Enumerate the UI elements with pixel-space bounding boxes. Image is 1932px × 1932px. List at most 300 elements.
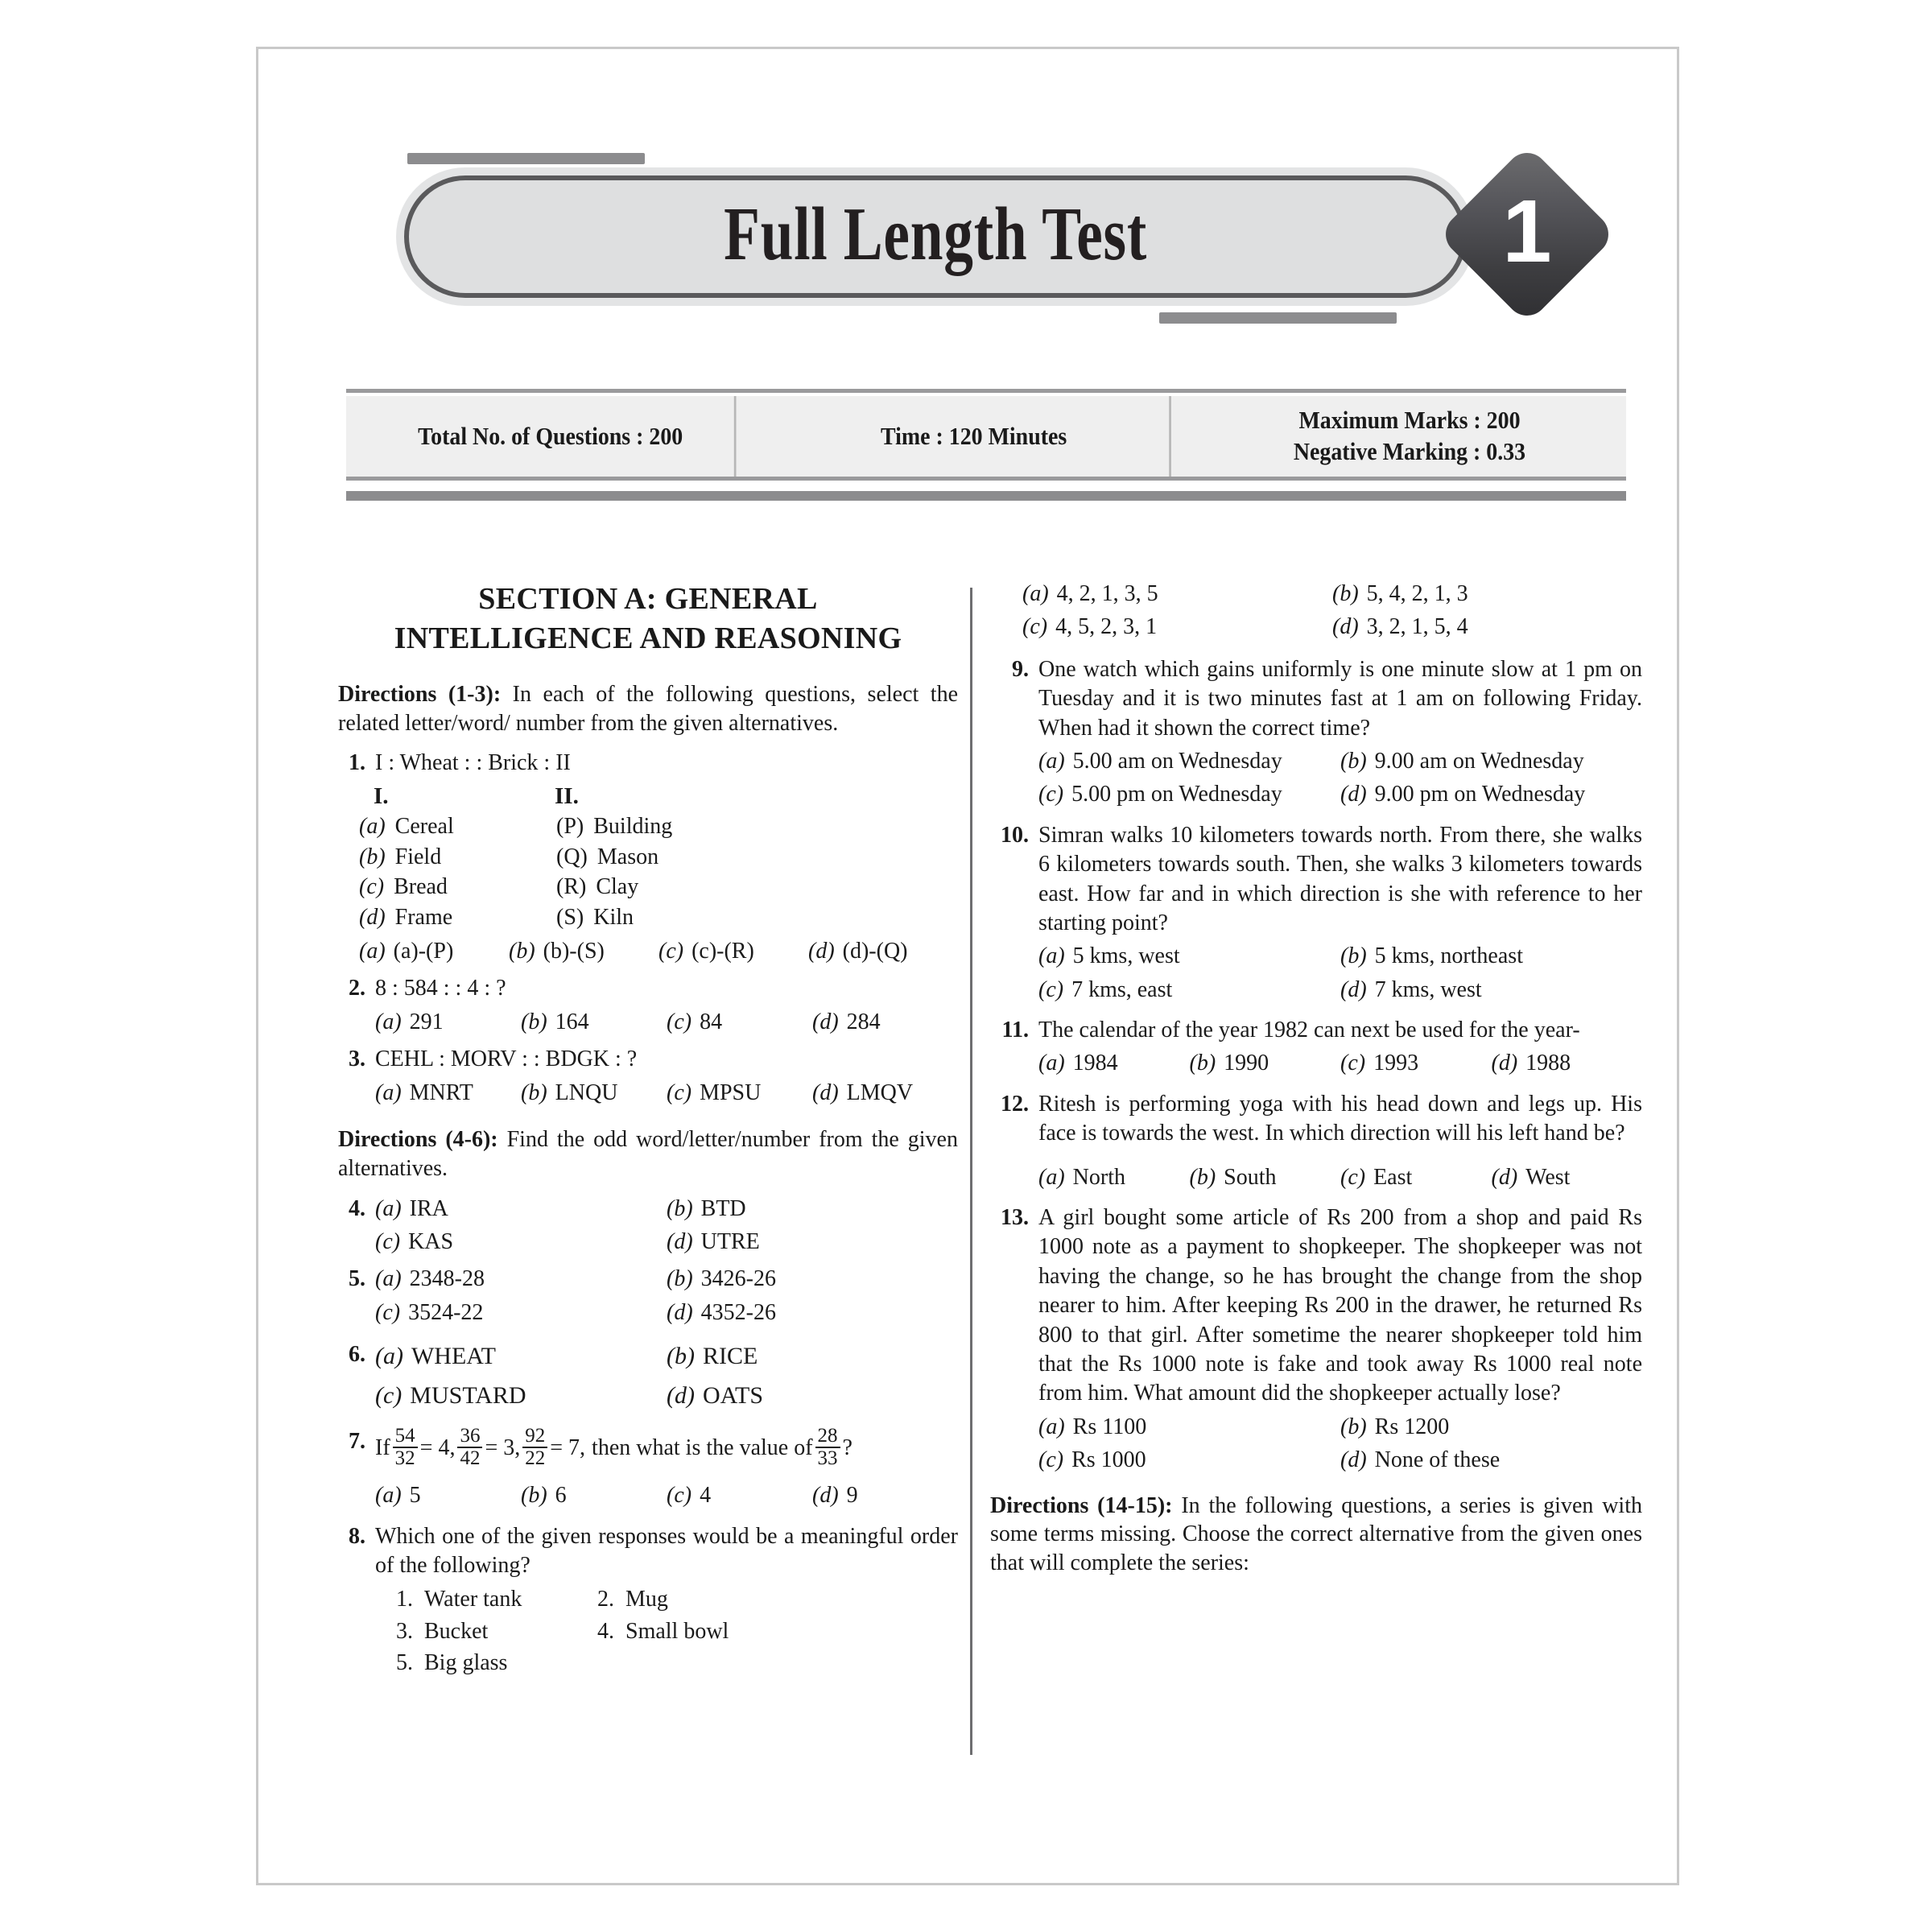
question-7-expression <box>375 1427 958 1470</box>
question-7-eq2: = 3, <box>485 1435 521 1461</box>
option-label: (c) <box>1022 614 1048 640</box>
question-10-options-row2 <box>1038 976 1642 1005</box>
option-d[interactable] <box>812 1481 958 1510</box>
option-value: Rs 1100 <box>1072 1414 1147 1439</box>
directions-4-6-text: Find the odd word/letter/number from the given alternatives. <box>338 1126 958 1181</box>
option-label: (d) <box>812 1009 839 1034</box>
question-9-number: 9. <box>1012 656 1029 682</box>
question-9-text: One watch which gains uniformly is one minute slow at 1 pm on Tuesday and it is two minutes fast at 1 am on following Friday. When had it shown the correct time? <box>1038 656 1642 741</box>
option-b[interactable] <box>667 1195 958 1224</box>
option-label: (b) <box>667 1343 695 1370</box>
option-c[interactable] <box>667 1008 812 1037</box>
pair-value-left: Frame <box>394 905 453 931</box>
fraction-denominator: 32 <box>393 1447 418 1469</box>
option-value: 5 kms, west <box>1072 943 1180 969</box>
option-value: 164 <box>555 1009 589 1034</box>
option-c[interactable] <box>1340 1049 1492 1078</box>
pair-label-right: (R) <box>556 874 587 900</box>
option-label: (b) <box>509 939 535 964</box>
question-13-options-row1 <box>1038 1413 1642 1442</box>
fraction-numerator: 54 <box>394 1425 415 1447</box>
option-d[interactable] <box>812 1008 958 1037</box>
directions-4-6 <box>338 1125 958 1183</box>
pair-value-left: Cereal <box>394 813 454 839</box>
info-bar-rule-thick <box>346 491 1626 501</box>
option-label: (c) <box>1038 976 1064 1002</box>
pair-value-left: Bread <box>394 874 448 900</box>
right-column <box>990 580 1642 1589</box>
question-1-number: 1. <box>349 750 365 776</box>
item-label: 1. <box>396 1587 413 1612</box>
directions-14-15-label: Directions (14-15): <box>990 1492 1173 1518</box>
question-7-if: If <box>375 1435 390 1461</box>
question-9 <box>990 655 1642 810</box>
option-value: MUSTARD <box>410 1382 526 1410</box>
option-label: (a) <box>1038 748 1065 774</box>
option-b[interactable] <box>1340 747 1642 776</box>
option-label: (d) <box>1491 1051 1518 1076</box>
info-negative-marking: Negative Marking : 0.33 <box>1293 437 1526 465</box>
option-label: (c) <box>1340 1051 1366 1076</box>
option-label: (a) <box>1022 581 1049 606</box>
option-c[interactable] <box>667 1481 812 1510</box>
option-d[interactable] <box>812 1079 958 1108</box>
option-b[interactable] <box>1340 942 1642 971</box>
option-value: KAS <box>408 1229 454 1255</box>
question-1-pair-row <box>359 872 958 902</box>
item-label: 5. <box>396 1649 413 1675</box>
section-heading-line2: INTELLIGENCE AND REASONING <box>394 621 902 656</box>
question-7-eq1: = 4, <box>419 1435 456 1461</box>
option-label: (c) <box>667 1009 692 1034</box>
option-label: (a) <box>375 1266 402 1292</box>
question-5-number: 5. <box>349 1266 365 1292</box>
question-7-tail: ? <box>842 1435 852 1461</box>
question-5-options-row2 <box>375 1298 958 1327</box>
option-c[interactable] <box>1038 1446 1340 1475</box>
option-label: (b) <box>521 1080 547 1105</box>
info-bar-rule-top <box>346 389 1626 393</box>
pair-label-right: (Q) <box>556 844 588 869</box>
item-value: Big glass <box>424 1649 508 1675</box>
question-1-options <box>338 937 958 966</box>
question-13-text: A girl bought some article of Rs 200 from a shop and paid Rs 1000 note as a payment to shopkeeper. The shopkeeper was not having the change, so he has brought the change from the shop nearer to him. After keeping Rs 200 in the drawer, he returned Rs 800 to that girl. After sometime the nearer shopkeeper told him that the Rs 1000 note is fake and took away Rs 1000 real note from him. What amount did the shopkeeper actually lose? <box>1038 1205 1642 1406</box>
option-value: Rs 1000 <box>1071 1447 1146 1473</box>
option-label: (b) <box>1340 943 1367 969</box>
question-11-text: The calendar of the year 1982 can next be used for the year- <box>1038 1018 1580 1043</box>
question-10-number: 10. <box>1001 822 1029 848</box>
option-value: (a)-(P) <box>393 939 454 964</box>
pair-label-left: (d) <box>359 905 386 931</box>
question-6 <box>338 1340 958 1411</box>
option-label: (a) <box>1038 1414 1065 1439</box>
option-b[interactable] <box>521 1008 667 1037</box>
option-value: RICE <box>702 1343 758 1370</box>
question-11-options <box>1038 1049 1642 1078</box>
fraction-4 <box>815 1426 840 1468</box>
fraction-denominator: 42 <box>457 1447 482 1469</box>
item-value: Bucket <box>424 1618 489 1644</box>
pair-label-left: (a) <box>359 813 386 839</box>
option-label: (d) <box>1340 976 1367 1002</box>
question-12-number: 12. <box>1001 1091 1029 1117</box>
option-c[interactable] <box>1038 976 1340 1005</box>
test-number-badge <box>1443 150 1612 319</box>
option-value: 9 <box>846 1483 858 1509</box>
option-label: (b) <box>1332 581 1359 606</box>
question-8-number: 8. <box>349 1523 365 1549</box>
section-heading-line1: SECTION A: GENERAL <box>478 582 818 616</box>
pair-label-left: (b) <box>359 844 386 869</box>
option-c[interactable] <box>375 1380 667 1411</box>
option-c[interactable] <box>375 1228 667 1257</box>
option-b[interactable] <box>521 1481 667 1510</box>
question-12 <box>990 1090 1642 1192</box>
option-label: (c) <box>375 1299 401 1325</box>
option-value: 5.00 pm on Wednesday <box>1071 782 1282 807</box>
option-value: BTD <box>700 1195 746 1221</box>
option-value: (b)-(S) <box>543 939 605 964</box>
option-value: 1990 <box>1224 1051 1269 1076</box>
option-value: MNRT <box>409 1080 473 1105</box>
item-label: 4. <box>597 1618 614 1644</box>
question-2 <box>338 974 958 1037</box>
title-pill <box>404 175 1467 298</box>
option-label: (b) <box>1340 748 1367 774</box>
question-10 <box>990 821 1642 1005</box>
directions-1-3-label: Directions (1-3): <box>338 681 502 707</box>
option-value: 284 <box>846 1009 881 1034</box>
question-1-pair-row <box>359 842 958 873</box>
option-label: (b) <box>1340 1414 1367 1439</box>
question-3-text: CEHL : MORV : : BDGK : ? <box>375 1046 638 1072</box>
badge-number-label: 1 <box>1502 182 1552 281</box>
option-value: 2348-28 <box>409 1266 485 1292</box>
option-label: (a) <box>375 1009 402 1034</box>
option-value: West <box>1525 1164 1571 1190</box>
option-a[interactable] <box>1038 1163 1190 1192</box>
option-value: 5, 4, 2, 1, 3 <box>1366 581 1468 606</box>
question-5 <box>338 1265 958 1327</box>
option-label: (b) <box>521 1009 547 1034</box>
directions-1-3 <box>338 680 958 738</box>
option-d[interactable] <box>667 1298 958 1327</box>
option-c[interactable] <box>1038 780 1340 809</box>
option-value: 9.00 am on Wednesday <box>1374 748 1584 774</box>
directions-4-6-label: Directions (4-6): <box>338 1126 498 1152</box>
fraction-1 <box>393 1426 418 1468</box>
directions-14-15 <box>990 1492 1642 1578</box>
question-13 <box>990 1203 1642 1476</box>
option-c[interactable] <box>375 1298 667 1327</box>
option-value: 84 <box>700 1009 723 1034</box>
option-a[interactable] <box>1038 942 1340 971</box>
column-divider <box>970 588 972 1755</box>
question-13-number: 13. <box>1001 1205 1029 1231</box>
question-9-options-row1 <box>1038 747 1642 776</box>
option-a[interactable] <box>375 1008 521 1037</box>
question-2-text: 8 : 584 : : 4 : ? <box>375 976 506 1001</box>
option-value: 7 kms, west <box>1374 976 1482 1002</box>
info-bar-rule-bottom <box>346 477 1626 481</box>
option-a[interactable] <box>375 1340 667 1372</box>
question-8-items <box>375 1583 958 1678</box>
item-value: Mug <box>625 1587 668 1612</box>
question-12-text: Ritesh is performing yoga with his head down and legs up. His face is towards the west. In which direction will his left hand be? <box>1038 1091 1642 1146</box>
fraction-numerator: 92 <box>525 1425 546 1447</box>
option-label: (a) <box>375 1483 402 1509</box>
question-1-pair-row <box>359 902 958 933</box>
question-9-options-row2 <box>1038 780 1642 809</box>
question-1-pairs <box>338 811 958 933</box>
option-a[interactable] <box>375 1195 667 1224</box>
option-value: 3524-22 <box>408 1299 484 1325</box>
info-maximum-marks: Maximum Marks : 200 <box>1298 406 1521 435</box>
option-d[interactable] <box>1340 780 1642 809</box>
option-b[interactable] <box>1332 580 1642 609</box>
question-2-number: 2. <box>349 976 365 1001</box>
option-c[interactable] <box>1022 613 1332 642</box>
option-d[interactable] <box>808 937 958 966</box>
header-accent-bar-top <box>407 153 645 164</box>
question-12-options <box>1038 1163 1642 1192</box>
option-value: 9.00 pm on Wednesday <box>1374 782 1586 807</box>
question-4-options-row2 <box>375 1228 958 1257</box>
option-label: (d) <box>1340 1447 1367 1473</box>
question-8-options-row2 <box>990 613 1642 642</box>
option-b[interactable] <box>667 1265 958 1294</box>
option-label: (c) <box>1340 1164 1366 1190</box>
option-d[interactable] <box>1332 613 1642 642</box>
option-d[interactable] <box>1492 1163 1643 1192</box>
pair-label-right: (S) <box>556 905 584 931</box>
option-label: (d) <box>812 1483 839 1509</box>
option-value: 5 <box>409 1483 421 1509</box>
option-a[interactable] <box>1038 1413 1340 1442</box>
option-value: 3, 2, 1, 5, 4 <box>1366 614 1468 640</box>
option-label: (b) <box>1189 1051 1216 1076</box>
directions-14-15-text: In the following questions, a series is given with some terms missing. Choose the correct alternative from the given ones that will complete the series: <box>990 1492 1642 1576</box>
option-value: IRA <box>409 1195 448 1221</box>
question-6-options-row2 <box>375 1380 958 1411</box>
option-c[interactable] <box>658 937 808 966</box>
option-label: (a) <box>1038 943 1065 969</box>
option-b[interactable] <box>509 937 658 966</box>
question-8-item-row <box>396 1583 958 1615</box>
option-a[interactable] <box>1038 1049 1190 1078</box>
option-a[interactable] <box>1038 747 1340 776</box>
option-label: (c) <box>667 1080 692 1105</box>
question-4-number: 4. <box>349 1195 365 1221</box>
option-label: (a) <box>375 1343 403 1370</box>
option-b[interactable] <box>521 1079 667 1108</box>
question-1-heading-I: I. <box>374 782 389 809</box>
option-value: 6 <box>555 1483 567 1509</box>
directions-1-3-text: In each of the following questions, select the related letter/word/ number from the given alternatives. <box>338 681 959 736</box>
option-c[interactable] <box>667 1079 812 1108</box>
question-11 <box>990 1016 1642 1079</box>
pair-label-right: (P) <box>556 813 584 839</box>
option-value: 3426-26 <box>700 1266 776 1292</box>
page-header <box>354 129 1610 338</box>
question-10-text: Simran walks 10 kilometers towards north. From there, she walks 6 kilometers towards south. Then, she walks 3 kilometers towards east. How far and in which direction is she with reference to her starting point? <box>1038 822 1642 935</box>
option-value: South <box>1224 1164 1277 1190</box>
option-value: East <box>1373 1164 1413 1190</box>
question-8-item-row <box>396 1616 958 1647</box>
option-value: Rs 1200 <box>1374 1414 1450 1439</box>
option-a[interactable] <box>375 1079 521 1108</box>
question-11-number: 11. <box>1001 1018 1029 1043</box>
option-d[interactable] <box>667 1228 958 1257</box>
option-value: 4, 2, 1, 3, 5 <box>1056 581 1158 606</box>
question-5-options-row1 <box>375 1265 958 1294</box>
option-label: (c) <box>1038 1447 1064 1473</box>
option-value: North <box>1072 1164 1125 1190</box>
option-value: 7 kms, east <box>1071 976 1173 1002</box>
option-label: (d) <box>1340 782 1367 807</box>
option-label: (d) <box>808 939 835 964</box>
option-c[interactable] <box>1340 1163 1492 1192</box>
option-label: (c) <box>1038 782 1064 807</box>
option-label: (a) <box>359 939 386 964</box>
question-6-options-row1 <box>375 1340 958 1372</box>
option-label: (d) <box>667 1382 695 1410</box>
question-1-heading-II: II. <box>555 782 579 809</box>
option-d[interactable] <box>1492 1049 1643 1078</box>
item-label: 2. <box>597 1587 614 1612</box>
option-value: 291 <box>409 1009 444 1034</box>
option-value: (c)-(R) <box>691 939 754 964</box>
question-2-options <box>375 1008 958 1037</box>
pair-value-right: Kiln <box>593 905 634 931</box>
question-4-options-row1 <box>375 1195 958 1224</box>
option-value: 4, 5, 2, 3, 1 <box>1055 614 1158 640</box>
question-7-eq3: = 7, <box>550 1435 586 1461</box>
question-7-options <box>375 1481 958 1510</box>
option-value: WHEAT <box>411 1343 496 1370</box>
pair-value-right: Mason <box>597 844 659 869</box>
question-1-pair-row <box>359 811 958 842</box>
section-heading <box>338 580 958 659</box>
question-3-number: 3. <box>349 1046 365 1072</box>
option-b[interactable] <box>1190 1049 1341 1078</box>
option-value: LMQV <box>846 1080 914 1105</box>
question-3 <box>338 1045 958 1108</box>
option-label: (b) <box>667 1195 693 1221</box>
option-label: (b) <box>521 1483 547 1509</box>
left-column <box>338 580 958 1678</box>
pair-label-left: (c) <box>359 874 385 900</box>
option-value: UTRE <box>700 1229 760 1255</box>
pair-value-right: Building <box>593 813 673 839</box>
option-value: LNQU <box>555 1080 618 1105</box>
title-pill-shell <box>396 167 1475 306</box>
item-label: 3. <box>396 1618 413 1644</box>
option-label: (a) <box>1038 1164 1065 1190</box>
option-label: (a) <box>1038 1051 1065 1076</box>
option-a[interactable] <box>359 937 509 966</box>
question-10-options-row1 <box>1038 942 1642 971</box>
fraction-numerator: 28 <box>817 1425 838 1447</box>
fraction-denominator: 22 <box>522 1447 547 1469</box>
info-time: Time : 120 Minutes <box>778 396 1171 477</box>
question-13-options-row2 <box>1038 1446 1642 1475</box>
option-b[interactable] <box>1340 1413 1642 1442</box>
question-7 <box>338 1427 958 1510</box>
question-1-column-headings <box>338 783 958 810</box>
option-label: (d) <box>667 1229 693 1255</box>
option-value: (d)-(Q) <box>842 939 908 964</box>
option-a[interactable] <box>375 1481 521 1510</box>
question-8-item-row <box>396 1647 958 1678</box>
option-b[interactable] <box>1190 1163 1341 1192</box>
option-label: (b) <box>1189 1164 1216 1190</box>
option-value: 5.00 am on Wednesday <box>1072 748 1282 774</box>
option-d[interactable] <box>1340 976 1642 1005</box>
option-label: (d) <box>667 1299 693 1325</box>
option-label: (c) <box>375 1382 402 1410</box>
page-title: Full Length Test <box>724 192 1147 276</box>
info-bar <box>346 396 1626 477</box>
option-value: 4352-26 <box>700 1299 776 1325</box>
option-value: None of these <box>1374 1447 1501 1473</box>
option-label: (a) <box>375 1080 402 1105</box>
question-4 <box>338 1195 958 1257</box>
option-label: (d) <box>812 1080 839 1105</box>
option-value: 1984 <box>1072 1051 1118 1076</box>
option-label: (d) <box>1332 614 1359 640</box>
question-1 <box>338 749 958 778</box>
pair-value-left: Field <box>394 844 442 869</box>
option-d[interactable] <box>1340 1446 1642 1475</box>
option-value: 4 <box>700 1483 712 1509</box>
question-8-text: Which one of the given responses would be a meaningful order of the following? <box>375 1523 958 1578</box>
question-3-options <box>375 1079 958 1108</box>
question-1-text: I : Wheat : : Brick : II <box>375 750 571 776</box>
question-8-options-row1 <box>990 580 1642 609</box>
info-marks-group <box>1215 396 1604 477</box>
option-value: 1993 <box>1373 1051 1419 1076</box>
option-label: (c) <box>658 939 684 964</box>
fraction-numerator: 36 <box>460 1425 481 1447</box>
option-d[interactable] <box>667 1380 958 1411</box>
item-value: Small bowl <box>625 1618 729 1644</box>
info-total-questions: Total No. of Questions : 200 <box>367 396 737 477</box>
item-value: Water tank <box>424 1587 522 1612</box>
option-value: MPSU <box>700 1080 762 1105</box>
question-6-number: 6. <box>349 1342 365 1368</box>
question-7-number: 7. <box>349 1429 365 1455</box>
option-value: 5 kms, northeast <box>1374 943 1523 969</box>
option-label: (c) <box>667 1483 692 1509</box>
fraction-3 <box>522 1426 547 1468</box>
option-b[interactable] <box>667 1340 958 1372</box>
option-a[interactable] <box>1022 580 1332 609</box>
option-label: (c) <box>375 1229 401 1255</box>
question-8 <box>338 1522 958 1678</box>
option-value: OATS <box>702 1382 763 1410</box>
option-label: (a) <box>375 1195 402 1221</box>
question-7-then: then what is the value of <box>592 1435 813 1461</box>
option-label: (b) <box>667 1266 693 1292</box>
pair-value-right: Clay <box>596 874 639 900</box>
fraction-2 <box>457 1426 482 1468</box>
option-a[interactable] <box>375 1265 667 1294</box>
header-accent-bar-bottom <box>1159 312 1397 324</box>
fraction-denominator: 33 <box>815 1447 840 1469</box>
option-label: (d) <box>1491 1164 1518 1190</box>
option-value: 1988 <box>1525 1051 1571 1076</box>
